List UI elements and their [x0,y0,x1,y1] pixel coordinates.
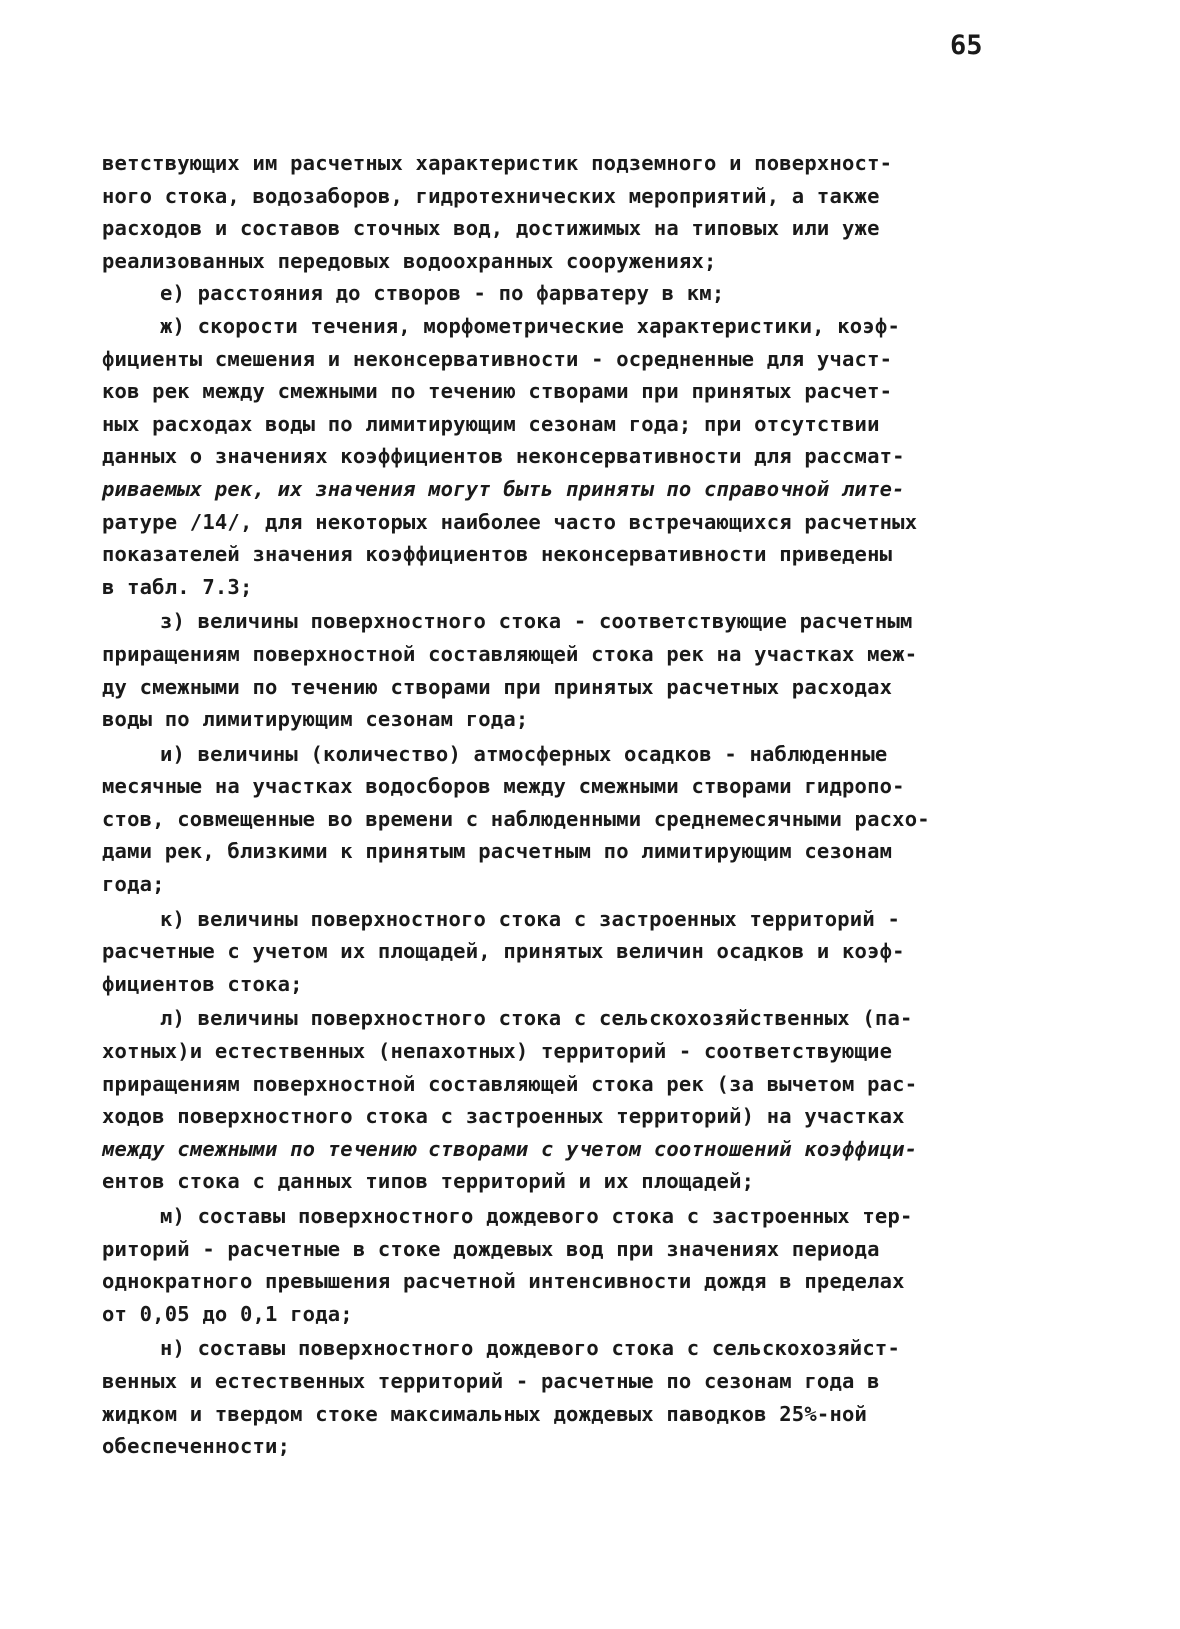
text-line: обеспеченности; [102,1434,291,1459]
paragraph-l: л) величины поверхностного стока с сельскохозяйственных (па- [160,1006,913,1031]
text-line: показателей значения коэффициентов неконсервативности приведены [102,542,893,567]
paragraph-zh: ж) скорости течения, морфометрические характеристики, коэф- [160,313,900,338]
text-line: хотных)и естественных (непахотных) территорий - соответствующие [102,1039,893,1064]
paragraph-e: е) расстояния до створов - по фарватеру в км; [160,281,725,306]
text-line: ных расходах воды по лимитирующим сезонам года; при отсутствии [102,411,880,436]
text-line: реализованных передовых водоохранных сооружениях; [102,248,717,273]
text-line: фициентов стока; [102,971,303,996]
paragraph-k: к) величины поверхностного стока с застроенных территорий - [160,906,900,931]
paragraph-m: м) составы поверхностного дождевого стока с застроенных тер- [160,1204,913,1228]
text-line: стов, совмещенные во времени с наблюденными среднемесячными расхо- [102,806,930,831]
text-line: ду смежными по течению створами при принятых расчетных расходах [102,674,893,699]
text-line: ходов поверхностного стока с застроенных территорий) на участках [102,1104,905,1129]
text-line: от 0,05 до 0,1 года; [102,1301,353,1326]
page-number: 65 [950,30,983,61]
paragraph-z: з) величины поверхностного стока - соответствующие расчетным [160,609,913,634]
text-line: расходов и составов сточных вод, достижимых на типовых или уже [102,216,880,241]
text-line: венных и естественных территорий - расчетные по сезонам года в [102,1368,880,1393]
text-line: ратуре /14/, для некоторых наиболее часто встречающихся расчетных [102,509,918,534]
text-line: воды по лимитирующим сезонам года; [102,707,529,732]
text-line: приращениям поверхностной составляющей стока рек на участках меж- [102,641,918,666]
text-line: ентов стока с данных типов территорий и их площадей; [102,1169,755,1194]
text-line: ков рек между смежными по течению створами при принятых расчет- [102,379,893,404]
paragraph-n: н) составы поверхностного дождевого стока с сельскохозяйст- [160,1336,900,1361]
text-line: ного стока, водозаборов, гидротехнических мероприятий, а также [102,183,880,208]
body-text [102,147,957,1463]
text-line: месячные на участках водосборов между смежными створами гидропо- [102,774,905,799]
text-line: расчетные с учетом их площадей, принятых величин осадков и коэф- [102,939,905,964]
text-line: жидком и твердом стоке максимальных дождевых паводков 25%-ной [102,1401,868,1426]
text-line: года; [102,872,165,897]
paragraph-i: и) величины (количество) атмосферных осадков - наблюденные [160,741,888,766]
text-line: в табл. 7.3; [102,574,253,599]
text-line: риторий - расчетные в стоке дождевых вод при значениях периода [102,1236,880,1261]
text-line: фициенты смешения и неконсервативности - осредненные для участ- [102,346,893,371]
text-line: однократного превышения расчетной интенсивности дождя в пределах [102,1269,905,1294]
text-line: ветствующих им расчетных характеристик подземного и поверхност- [102,151,893,175]
text-line: дами рек, близкими к принятым расчетным по лимитирующим сезонам [102,839,893,864]
text-line: между смежными по течению створами с учетом соотношений коэффици- [102,1136,918,1161]
text-line: данных о значениях коэффициентов неконсервативности для рассмат- [102,444,905,469]
text-line: риваемых рек, их значения могут быть приняты по справочной лите- [102,476,905,501]
text-line: приращениям поверхностной составляющей стока рек (за вычетом рас- [102,1071,918,1096]
